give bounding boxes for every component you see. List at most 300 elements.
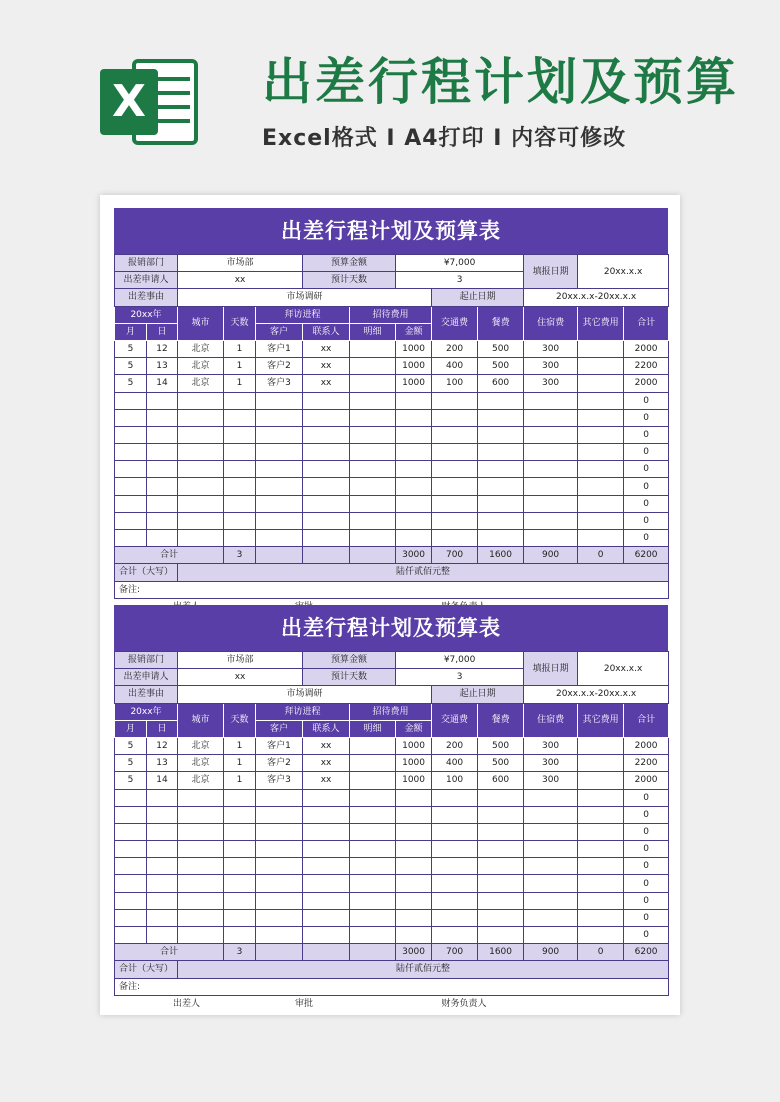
cell-trans[interactable] <box>432 426 478 443</box>
cell-total[interactable]: 0 <box>624 789 669 806</box>
cell-d[interactable] <box>147 927 178 944</box>
cell-other[interactable] <box>578 892 624 909</box>
cell-amount[interactable] <box>396 875 432 892</box>
cell-total[interactable]: 0 <box>624 530 669 547</box>
cell-contact[interactable] <box>303 823 350 840</box>
cell-other[interactable] <box>578 875 624 892</box>
cell-trans[interactable] <box>432 875 478 892</box>
cell-m[interactable] <box>115 789 147 806</box>
cell-total[interactable]: 0 <box>624 461 669 478</box>
cell-days[interactable] <box>224 927 256 944</box>
cell-days[interactable] <box>224 495 256 512</box>
cell-other[interactable] <box>578 444 624 461</box>
cell-amount[interactable] <box>396 478 432 495</box>
cell-detail[interactable] <box>350 772 396 789</box>
cell-trans[interactable] <box>432 789 478 806</box>
cell-cust[interactable] <box>256 789 303 806</box>
cell-trans[interactable] <box>432 858 478 875</box>
cell-contact[interactable] <box>303 409 350 426</box>
cell-days[interactable]: 1 <box>224 772 256 789</box>
cell-other[interactable] <box>578 495 624 512</box>
cell-trans[interactable] <box>432 927 478 944</box>
cell-m[interactable]: 5 <box>115 340 147 357</box>
cell-meal[interactable] <box>478 512 524 529</box>
cell-m[interactable] <box>115 823 147 840</box>
cell-total[interactable]: 0 <box>624 806 669 823</box>
cell-cust[interactable] <box>256 495 303 512</box>
cell-amount[interactable] <box>396 495 432 512</box>
cell-hotel[interactable] <box>524 530 578 547</box>
cell-detail[interactable] <box>350 478 396 495</box>
cell-city[interactable]: 北京 <box>178 755 224 772</box>
applicant-value[interactable]: xx <box>178 272 303 289</box>
cell-contact[interactable] <box>303 478 350 495</box>
cell-trans[interactable] <box>432 530 478 547</box>
cell-cust[interactable] <box>256 823 303 840</box>
cell-detail[interactable] <box>350 461 396 478</box>
cell-amount[interactable] <box>396 512 432 529</box>
cell-contact[interactable]: xx <box>303 737 350 754</box>
cell-cust[interactable] <box>256 530 303 547</box>
cell-total[interactable]: 0 <box>624 392 669 409</box>
cell-days[interactable] <box>224 875 256 892</box>
period-value[interactable]: 20xx.x.x-20xx.x.x <box>524 289 669 306</box>
cell-total[interactable]: 0 <box>624 426 669 443</box>
cell-m[interactable] <box>115 495 147 512</box>
cell-meal[interactable]: 500 <box>478 340 524 357</box>
cell-days[interactable] <box>224 426 256 443</box>
cell-meal[interactable] <box>478 806 524 823</box>
cell-total[interactable]: 0 <box>624 858 669 875</box>
cell-contact[interactable] <box>303 858 350 875</box>
cell-cust[interactable]: 客户2 <box>256 755 303 772</box>
cell-contact[interactable]: xx <box>303 772 350 789</box>
cell-detail[interactable] <box>350 392 396 409</box>
cell-amount[interactable]: 1000 <box>396 737 432 754</box>
fill-date-value[interactable]: 20xx.x.x <box>578 255 669 289</box>
cell-d[interactable] <box>147 444 178 461</box>
cell-trans[interactable] <box>432 823 478 840</box>
cell-d[interactable] <box>147 478 178 495</box>
cell-contact[interactable] <box>303 495 350 512</box>
cell-total[interactable]: 0 <box>624 841 669 858</box>
cell-amount[interactable] <box>396 892 432 909</box>
cell-d[interactable] <box>147 530 178 547</box>
cell-days[interactable] <box>224 461 256 478</box>
cell-meal[interactable]: 600 <box>478 375 524 392</box>
cell-city[interactable] <box>178 823 224 840</box>
cell-trans[interactable] <box>432 478 478 495</box>
cell-trans[interactable]: 200 <box>432 737 478 754</box>
cell-hotel[interactable] <box>524 909 578 926</box>
cell-amount[interactable]: 1000 <box>396 340 432 357</box>
cell-amount[interactable]: 1000 <box>396 772 432 789</box>
cell-other[interactable] <box>578 478 624 495</box>
cell-d[interactable] <box>147 858 178 875</box>
cell-contact[interactable] <box>303 789 350 806</box>
cell-cust[interactable] <box>256 806 303 823</box>
cell-amount[interactable]: 1000 <box>396 358 432 375</box>
cell-other[interactable] <box>578 737 624 754</box>
budget-value[interactable]: ¥7,000 <box>396 652 524 669</box>
cell-days[interactable] <box>224 530 256 547</box>
cell-d[interactable] <box>147 909 178 926</box>
cell-d[interactable] <box>147 789 178 806</box>
cell-days[interactable] <box>224 789 256 806</box>
cell-hotel[interactable] <box>524 927 578 944</box>
cell-hotel[interactable]: 300 <box>524 340 578 357</box>
cell-other[interactable] <box>578 806 624 823</box>
cell-other[interactable] <box>578 512 624 529</box>
cell-total[interactable]: 0 <box>624 444 669 461</box>
cell-detail[interactable] <box>350 823 396 840</box>
cell-city[interactable]: 北京 <box>178 340 224 357</box>
cell-trans[interactable] <box>432 495 478 512</box>
cell-amount[interactable]: 1000 <box>396 375 432 392</box>
cell-other[interactable] <box>578 823 624 840</box>
cell-other[interactable] <box>578 755 624 772</box>
cell-contact[interactable] <box>303 530 350 547</box>
cell-trans[interactable] <box>432 512 478 529</box>
cell-m[interactable] <box>115 409 147 426</box>
cell-meal[interactable] <box>478 789 524 806</box>
cell-city[interactable] <box>178 875 224 892</box>
cell-cust[interactable]: 客户1 <box>256 340 303 357</box>
cell-trans[interactable] <box>432 909 478 926</box>
cell-m[interactable] <box>115 426 147 443</box>
cell-amount[interactable] <box>396 530 432 547</box>
fill-date-value[interactable]: 20xx.x.x <box>578 652 669 686</box>
cell-m[interactable] <box>115 909 147 926</box>
cell-detail[interactable] <box>350 806 396 823</box>
cell-contact[interactable] <box>303 841 350 858</box>
cell-d[interactable] <box>147 823 178 840</box>
cell-amount[interactable]: 1000 <box>396 755 432 772</box>
cell-trans[interactable]: 100 <box>432 772 478 789</box>
cell-trans[interactable] <box>432 444 478 461</box>
cell-city[interactable] <box>178 409 224 426</box>
cell-cust[interactable] <box>256 444 303 461</box>
cell-detail[interactable] <box>350 495 396 512</box>
cell-trans[interactable] <box>432 409 478 426</box>
days-value[interactable]: 3 <box>396 669 524 686</box>
cell-contact[interactable] <box>303 909 350 926</box>
cell-detail[interactable] <box>350 858 396 875</box>
cell-other[interactable] <box>578 772 624 789</box>
cell-meal[interactable]: 500 <box>478 358 524 375</box>
cell-amount[interactable] <box>396 392 432 409</box>
cell-m[interactable] <box>115 892 147 909</box>
cell-days[interactable] <box>224 841 256 858</box>
cell-detail[interactable] <box>350 737 396 754</box>
cell-other[interactable] <box>578 392 624 409</box>
cell-amount[interactable] <box>396 823 432 840</box>
cell-days[interactable] <box>224 823 256 840</box>
cell-meal[interactable]: 600 <box>478 772 524 789</box>
cell-hotel[interactable] <box>524 841 578 858</box>
cell-meal[interactable]: 500 <box>478 755 524 772</box>
cell-days[interactable] <box>224 858 256 875</box>
cell-hotel[interactable]: 300 <box>524 737 578 754</box>
remark-field[interactable]: 备注: <box>115 978 669 995</box>
cell-m[interactable]: 5 <box>115 772 147 789</box>
applicant-value[interactable]: xx <box>178 669 303 686</box>
cell-detail[interactable] <box>350 375 396 392</box>
cell-hotel[interactable] <box>524 461 578 478</box>
cell-other[interactable] <box>578 358 624 375</box>
cell-trans[interactable] <box>432 392 478 409</box>
cell-hotel[interactable] <box>524 478 578 495</box>
cell-days[interactable]: 1 <box>224 737 256 754</box>
cell-total[interactable]: 0 <box>624 495 669 512</box>
cell-hotel[interactable] <box>524 392 578 409</box>
cell-city[interactable] <box>178 909 224 926</box>
cell-m[interactable]: 5 <box>115 737 147 754</box>
cell-m[interactable] <box>115 806 147 823</box>
cell-cust[interactable] <box>256 858 303 875</box>
cell-detail[interactable] <box>350 340 396 357</box>
cell-contact[interactable] <box>303 806 350 823</box>
cell-days[interactable] <box>224 392 256 409</box>
cell-days[interactable]: 1 <box>224 340 256 357</box>
cell-m[interactable] <box>115 841 147 858</box>
cell-city[interactable]: 北京 <box>178 375 224 392</box>
cell-d[interactable] <box>147 841 178 858</box>
cell-cust[interactable] <box>256 426 303 443</box>
cell-meal[interactable] <box>478 841 524 858</box>
cell-cust[interactable] <box>256 409 303 426</box>
cell-detail[interactable] <box>350 909 396 926</box>
cell-cust[interactable] <box>256 478 303 495</box>
cell-hotel[interactable]: 300 <box>524 375 578 392</box>
cell-total[interactable]: 2000 <box>624 375 669 392</box>
cell-hotel[interactable] <box>524 875 578 892</box>
cell-meal[interactable] <box>478 461 524 478</box>
cell-d[interactable]: 14 <box>147 375 178 392</box>
cell-hotel[interactable] <box>524 892 578 909</box>
cell-city[interactable] <box>178 392 224 409</box>
cell-amount[interactable] <box>396 444 432 461</box>
cell-total[interactable]: 2000 <box>624 737 669 754</box>
cell-detail[interactable] <box>350 444 396 461</box>
cell-contact[interactable] <box>303 927 350 944</box>
cell-days[interactable]: 1 <box>224 358 256 375</box>
cell-days[interactable] <box>224 409 256 426</box>
cell-amount[interactable] <box>396 789 432 806</box>
cell-meal[interactable] <box>478 444 524 461</box>
cell-m[interactable] <box>115 512 147 529</box>
cell-city[interactable]: 北京 <box>178 737 224 754</box>
cell-days[interactable] <box>224 909 256 926</box>
cell-d[interactable]: 13 <box>147 755 178 772</box>
cell-total[interactable]: 0 <box>624 823 669 840</box>
cell-amount[interactable] <box>396 927 432 944</box>
cell-trans[interactable]: 200 <box>432 340 478 357</box>
cell-city[interactable] <box>178 461 224 478</box>
dept-value[interactable]: 市场部 <box>178 652 303 669</box>
cell-meal[interactable] <box>478 875 524 892</box>
cell-hotel[interactable]: 300 <box>524 358 578 375</box>
cell-city[interactable] <box>178 426 224 443</box>
cell-d[interactable] <box>147 892 178 909</box>
cell-city[interactable] <box>178 530 224 547</box>
cell-amount[interactable] <box>396 858 432 875</box>
cell-other[interactable] <box>578 858 624 875</box>
cell-other[interactable] <box>578 426 624 443</box>
cell-other[interactable] <box>578 789 624 806</box>
cell-amount[interactable] <box>396 426 432 443</box>
cell-cust[interactable] <box>256 909 303 926</box>
cell-trans[interactable]: 100 <box>432 375 478 392</box>
cell-total[interactable]: 0 <box>624 875 669 892</box>
cell-d[interactable] <box>147 806 178 823</box>
cell-meal[interactable] <box>478 495 524 512</box>
cell-total[interactable]: 2000 <box>624 772 669 789</box>
cell-days[interactable] <box>224 512 256 529</box>
cell-other[interactable] <box>578 461 624 478</box>
cell-cust[interactable] <box>256 841 303 858</box>
cell-total[interactable]: 2200 <box>624 755 669 772</box>
cell-total[interactable]: 0 <box>624 927 669 944</box>
cell-detail[interactable] <box>350 530 396 547</box>
cell-other[interactable] <box>578 909 624 926</box>
cell-detail[interactable] <box>350 358 396 375</box>
period-value[interactable]: 20xx.x.x-20xx.x.x <box>524 686 669 703</box>
cell-other[interactable] <box>578 375 624 392</box>
cell-days[interactable]: 1 <box>224 755 256 772</box>
cell-trans[interactable] <box>432 461 478 478</box>
cell-hotel[interactable]: 300 <box>524 772 578 789</box>
cell-days[interactable] <box>224 806 256 823</box>
cell-d[interactable]: 13 <box>147 358 178 375</box>
cell-other[interactable] <box>578 841 624 858</box>
cell-contact[interactable] <box>303 444 350 461</box>
cell-total[interactable]: 0 <box>624 409 669 426</box>
cell-d[interactable]: 12 <box>147 737 178 754</box>
cell-amount[interactable] <box>396 841 432 858</box>
cell-m[interactable]: 5 <box>115 375 147 392</box>
cell-meal[interactable] <box>478 530 524 547</box>
cell-m[interactable] <box>115 478 147 495</box>
cell-d[interactable] <box>147 512 178 529</box>
days-value[interactable]: 3 <box>396 272 524 289</box>
cell-trans[interactable]: 400 <box>432 358 478 375</box>
reason-value[interactable]: 市场调研 <box>178 289 432 306</box>
cell-detail[interactable] <box>350 755 396 772</box>
cell-cust[interactable] <box>256 512 303 529</box>
cell-meal[interactable]: 500 <box>478 737 524 754</box>
cell-d[interactable] <box>147 392 178 409</box>
reason-value[interactable]: 市场调研 <box>178 686 432 703</box>
cell-meal[interactable] <box>478 426 524 443</box>
cell-hotel[interactable] <box>524 512 578 529</box>
cell-trans[interactable] <box>432 806 478 823</box>
cell-contact[interactable]: xx <box>303 755 350 772</box>
cell-detail[interactable] <box>350 512 396 529</box>
cell-amount[interactable] <box>396 461 432 478</box>
cell-city[interactable] <box>178 495 224 512</box>
cell-m[interactable]: 5 <box>115 755 147 772</box>
cell-contact[interactable]: xx <box>303 375 350 392</box>
cell-hotel[interactable]: 300 <box>524 755 578 772</box>
cell-m[interactable] <box>115 858 147 875</box>
cell-contact[interactable]: xx <box>303 340 350 357</box>
cell-trans[interactable] <box>432 841 478 858</box>
cell-hotel[interactable] <box>524 858 578 875</box>
cell-detail[interactable] <box>350 875 396 892</box>
cell-meal[interactable] <box>478 823 524 840</box>
cell-contact[interactable] <box>303 461 350 478</box>
cell-meal[interactable] <box>478 478 524 495</box>
cell-total[interactable]: 0 <box>624 478 669 495</box>
cell-m[interactable] <box>115 392 147 409</box>
cell-contact[interactable] <box>303 392 350 409</box>
cell-city[interactable] <box>178 806 224 823</box>
remark-field[interactable]: 备注: <box>115 581 669 598</box>
cell-city[interactable] <box>178 444 224 461</box>
cell-d[interactable] <box>147 409 178 426</box>
cell-m[interactable] <box>115 927 147 944</box>
cell-days[interactable]: 1 <box>224 375 256 392</box>
cell-detail[interactable] <box>350 409 396 426</box>
budget-value[interactable]: ¥7,000 <box>396 255 524 272</box>
cell-total[interactable]: 0 <box>624 909 669 926</box>
cell-meal[interactable] <box>478 909 524 926</box>
cell-hotel[interactable] <box>524 823 578 840</box>
cell-hotel[interactable] <box>524 495 578 512</box>
cell-city[interactable] <box>178 478 224 495</box>
cell-contact[interactable] <box>303 426 350 443</box>
cell-cust[interactable] <box>256 392 303 409</box>
cell-cust[interactable]: 客户2 <box>256 358 303 375</box>
cell-detail[interactable] <box>350 841 396 858</box>
cell-m[interactable] <box>115 461 147 478</box>
cell-total[interactable]: 0 <box>624 512 669 529</box>
cell-trans[interactable] <box>432 892 478 909</box>
cell-m[interactable] <box>115 530 147 547</box>
cell-amount[interactable] <box>396 806 432 823</box>
cell-city[interactable] <box>178 858 224 875</box>
cell-city[interactable]: 北京 <box>178 772 224 789</box>
cell-amount[interactable] <box>396 409 432 426</box>
cell-d[interactable] <box>147 875 178 892</box>
cell-city[interactable] <box>178 841 224 858</box>
cell-d[interactable]: 12 <box>147 340 178 357</box>
cell-detail[interactable] <box>350 789 396 806</box>
cell-cust[interactable] <box>256 892 303 909</box>
cell-meal[interactable] <box>478 858 524 875</box>
cell-hotel[interactable] <box>524 409 578 426</box>
cell-hotel[interactable] <box>524 806 578 823</box>
cell-d[interactable] <box>147 426 178 443</box>
cell-hotel[interactable] <box>524 426 578 443</box>
dept-value[interactable]: 市场部 <box>178 255 303 272</box>
cell-meal[interactable] <box>478 927 524 944</box>
cell-hotel[interactable] <box>524 789 578 806</box>
cell-cust[interactable]: 客户1 <box>256 737 303 754</box>
cell-contact[interactable] <box>303 512 350 529</box>
cell-city[interactable] <box>178 927 224 944</box>
cell-contact[interactable]: xx <box>303 358 350 375</box>
cell-contact[interactable] <box>303 892 350 909</box>
cell-other[interactable] <box>578 927 624 944</box>
cell-total[interactable]: 2200 <box>624 358 669 375</box>
cell-other[interactable] <box>578 409 624 426</box>
cell-other[interactable] <box>578 340 624 357</box>
cell-other[interactable] <box>578 530 624 547</box>
cell-detail[interactable] <box>350 927 396 944</box>
cell-city[interactable] <box>178 789 224 806</box>
